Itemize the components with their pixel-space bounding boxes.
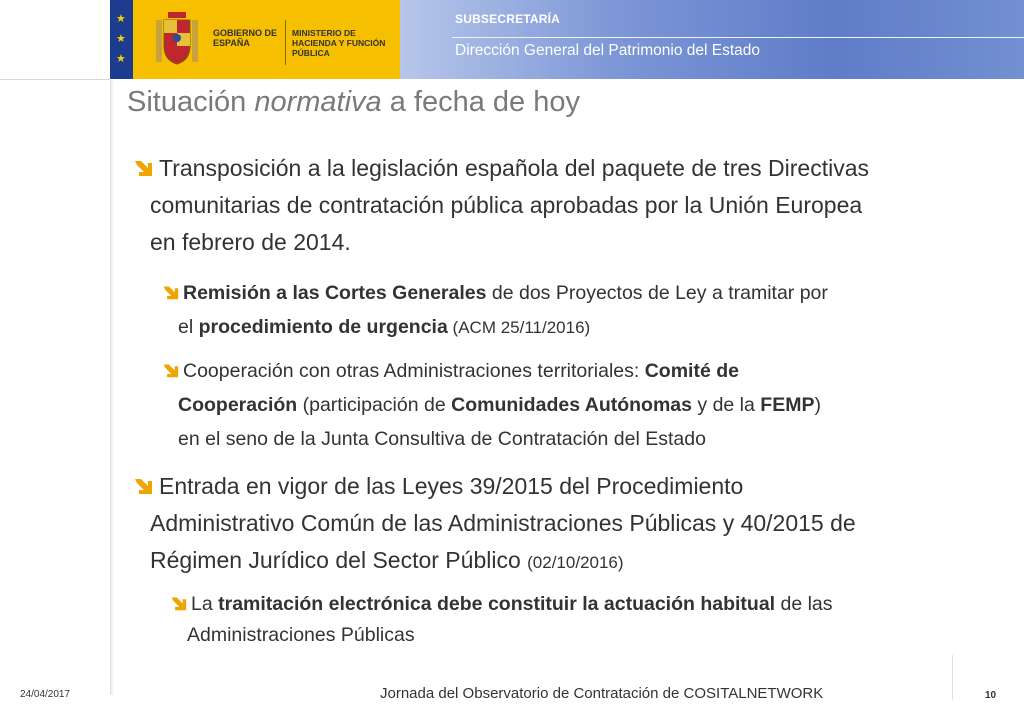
bullet-text: de las (775, 593, 833, 615)
left-rule-shadow (111, 80, 114, 695)
bullet-text: (ACM 25/11/2016) (447, 318, 591, 337)
arrow-bullet-icon (162, 284, 179, 301)
bullet-entrada-vigor (133, 468, 856, 581)
page-number: 10 (985, 690, 997, 701)
footer-date: 24/04/2017 (20, 689, 71, 700)
bullet-text: Entrada en vigor de las Leyes 39/2015 del Procedimiento (159, 473, 744, 499)
arrow-bullet-icon (162, 362, 179, 379)
title-text: Situación (127, 86, 255, 118)
bullet-bold: procedimiento de urgencia (198, 316, 448, 338)
bullet-text: de dos Proyectos de Ley a tramitar por (486, 282, 828, 304)
bullet-bold: FEMP (760, 394, 815, 416)
bullet-bold: Cooperación (178, 394, 298, 416)
bullet-cooperacion (162, 354, 821, 456)
bullet-text: comunitarias de contratación pública aprobadas por la Unión Europea (150, 192, 863, 218)
bullet-bold: Comunidades Autónomas (451, 394, 692, 416)
bullet-remision (162, 276, 828, 345)
header-divider (0, 79, 110, 80)
bullet-bold: Remisión a las Cortes Generales (183, 282, 487, 304)
bullet-bold: Comité de (644, 360, 739, 382)
bullet-text: y de la (691, 394, 761, 416)
bullet-text: Administrativo Común de las Administraciones Públicas y 40/2015 de (150, 510, 856, 536)
bullet-text: Régimen Jurídico del Sector Público (150, 547, 528, 573)
star-icon: ★ (116, 33, 126, 45)
bullet-tramitacion (170, 589, 833, 651)
arrow-bullet-icon (170, 595, 187, 612)
bullet-text: ) (814, 394, 821, 416)
bullet-text: en el seno de la Junta Consultiva de Contratación del Estado (178, 428, 706, 450)
subsecretaria-label: SUBSECRETARÍA (455, 12, 561, 26)
star-icon: ★ (116, 13, 126, 25)
bullet-text: Cooperación con otras Administraciones territoriales: (183, 360, 645, 382)
bullet-transposicion (133, 150, 869, 261)
ministerio-label: MINISTERIO DE HACIENDA Y FUNCIÓN PÚBLICA (292, 28, 386, 58)
bullet-text: en febrero de 2014. (150, 229, 351, 255)
gobierno-label: GOBIERNO DE ESPAÑA (213, 28, 278, 48)
bullet-text: el (178, 316, 199, 338)
bullet-text: Transposición a la legislación española del paquete de tres Directivas (159, 155, 870, 181)
title-text: a fecha de hoy (381, 86, 581, 118)
title-italic: normativa (254, 86, 382, 118)
band-divider (452, 37, 1024, 38)
bullet-text: Administraciones Públicas (187, 624, 415, 646)
arrow-bullet-icon (133, 158, 153, 178)
bullet-text: La (191, 593, 219, 615)
bullet-text: (participación de (297, 394, 452, 416)
coat-of-arms-icon (150, 8, 204, 70)
direccion-label: Dirección General del Patrimonio del Estado (455, 42, 760, 59)
footer-event: Jornada del Observatorio de Contratación de COSITALNETWORK (380, 685, 824, 702)
footer-divider (952, 655, 953, 700)
logo-separator (285, 20, 286, 65)
star-icon: ★ (116, 53, 126, 65)
bullet-date: (02/10/2016) (527, 553, 624, 572)
arrow-bullet-icon (133, 476, 153, 496)
bullet-bold: tramitación electrónica debe constituir la actuación habitual (218, 593, 776, 615)
slide-title (127, 86, 580, 119)
